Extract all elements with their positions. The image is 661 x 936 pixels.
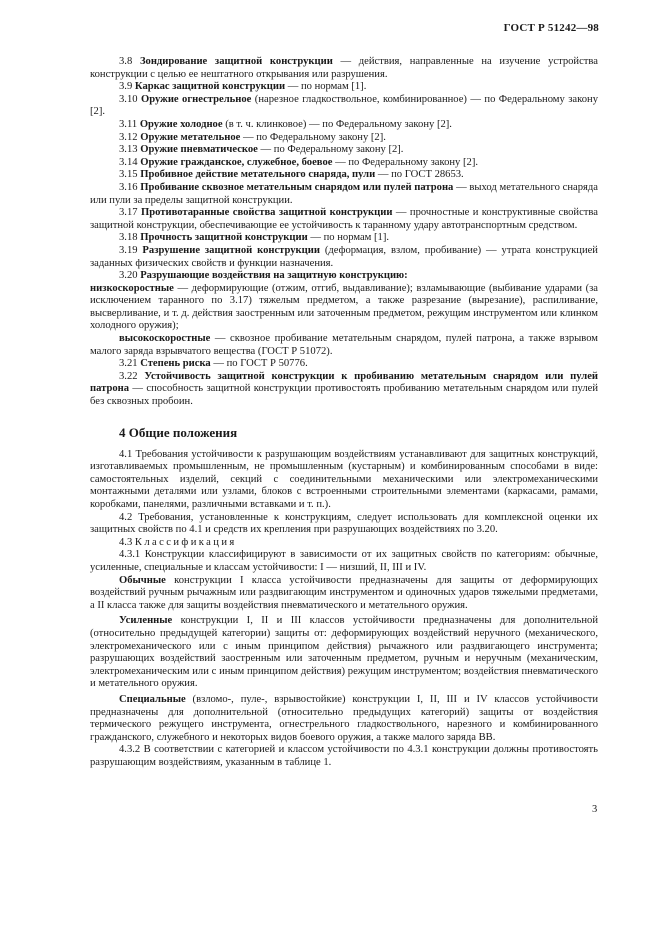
subsection-4-3-title: 4.3 Классификация (119, 536, 237, 548)
paragraph-4-3-1: 4.3.1 Конструкции классифицируют в зависимости от их защитных свойств по категориям: обычные, усиленные, специальные и классам устойчивости: I — низший, II, III и IV. (90, 549, 598, 573)
paragraph-4-2: 4.2 Требования, установленные к конструкциям, следует использовать для комплексной оценки их защитных свойств по 4.1 и средств их крепления при разрушающих воздействиях по 3.20. (90, 511, 598, 536)
definition-3-18: 3.18 Прочность защитной конструкции — по нормам [1]. (119, 232, 390, 244)
term: Оружие холодное (139, 118, 223, 130)
term: Оружие метательное (140, 131, 241, 143)
document-body (90, 56, 598, 769)
definition-3-20-high-speed: высокоскоростные — сквозное пробивание метательным снарядом, пулей патрона, а также взрывом малого заряда взрывчатого вещества (ГОСТ Р 51072). (90, 333, 598, 357)
definition-3-11: 3.11 Оружие холодное (в т. ч. клинковое) — по Федеральному закону [2]. (119, 118, 452, 130)
definition-3-14: 3.14 Оружие гражданское, служебное, боевое — по Федеральному закону [2]. (119, 156, 478, 168)
section-4-heading: 4 Общие положения (119, 424, 238, 440)
page-number: 3 (592, 804, 598, 815)
definition-3-17: 3.17 Противотаранные свойства защитной конструкции — прочностные и конструктивные свойства защитной конструкции, обеспечивающие ее устойчивость к таранному удару автотранспортным средством. (90, 207, 598, 231)
term: Оружие огнестрельное (140, 93, 252, 105)
term: Устойчивость защитной конструкции к пробиванию метательным снарядом или пулей патрона (90, 370, 598, 395)
definition-3-8: 3.8 Зондирование защитной конструкции — действия, направленные на изучение устройства конструкции с целью ее нештатного открывания или разрушения. (90, 56, 598, 80)
term: Зондирование защитной конструкции (139, 56, 333, 67)
definition-3-16: 3.16 Пробивание сквозное метательным снарядом или пулей патрона — выход метательного снаряда или пули за пределы защитной конструкции. (90, 181, 598, 206)
definition-3-20: 3.20 Разрушающие воздействия на защитную конструкцию: (119, 270, 408, 282)
term: Противотаранные свойства защитной конструкции (140, 207, 393, 219)
definition-3-21: 3.21 Степень риска — по ГОСТ Р 50776. (119, 358, 308, 370)
paragraph-4-3-2: 4.3.2 В соответствии с категорией и классом устойчивости по 4.3.1 конструкции должны противостоять разрушающим воздействиям, указанным в таблице 1. (90, 744, 598, 768)
definition-3-22: 3.22 Устойчивость защитной конструкции к пробиванию метательным снарядом или пулей патрона — способность защитной конструкции противостоять пробиванию метательным снарядом или пулей без сквозных пробоин. (90, 370, 598, 408)
term: Разрушающие воздействия на защитную конструкцию: (140, 270, 408, 282)
term: низкоскоростные (90, 282, 174, 294)
definition-3-19: 3.19 Разрушение защитной конструкции (деформация, взлом, пробивание) — утрата конструкцией заданных физических свойств и функции назначения. (90, 244, 598, 269)
term: Прочность защитной конструкции (140, 232, 308, 244)
term: Оружие пневматическое (140, 144, 258, 156)
term: Каркас защитной конструкции (134, 81, 286, 93)
term: Оружие гражданское, служебное, боевое (140, 156, 333, 168)
definition-3-9: 3.9 Каркас защитной конструкции — по нормам [1]. (119, 81, 367, 93)
term: Специальные (119, 693, 186, 705)
term: Пробивное действие метательного снаряда, пули (140, 169, 376, 181)
definition-3-12: 3.12 Оружие метательное — по Федеральному закону [2]. (119, 131, 386, 143)
paragraph-ordinary: Обычные конструкции I класса устойчивости предназначены для защиты от деформирующих воздействий ручным рычажным или раздвигающим инструментом и одиночных ударов тяжелыми предметами, а II класса также для защиты воздействия пневматического и метательного оружия. (90, 574, 598, 611)
paragraph-4-1: 4.1 Требования устойчивости к разрушающим воздействиям устанавливают для защитных конструкций, изготавливаемых промышленным, не промышленным (кустарным) и комбинированным способами в виде: самостоятельных изделий, секций с соединительными механическими или электромеханическими монтажными деталями или узлами, блоков с встроенными строительными элементами (каркасами, рамами, коробками, панелями, различными вставками и т. п.). (90, 448, 598, 510)
definition-3-15: 3.15 Пробивное действие метательного снаряда, пули — по ГОСТ 28653. (119, 169, 464, 181)
term: высокоскоростные (119, 333, 211, 345)
document-code-header: ГОСТ Р 51242—98 (503, 22, 599, 34)
definition-3-13: 3.13 Оружие пневматическое — по Федеральному закону [2]. (119, 144, 404, 156)
term: Усиленные (119, 615, 173, 627)
definition-3-10: 3.10 Оружие огнестрельное (нарезное гладкоствольное, комбинированное) — по Федеральному закону [2]. (90, 93, 598, 118)
term: Разрушение защитной конструкции (142, 244, 320, 256)
paragraph-reinforced: Усиленные конструкции I, II и III классов устойчивости предназначены для дополнительной (относительно предыдущей категории) защиты от: деформирующих воздействий неручного (механического, электромеханического или с иным принципом действия) рычажного или раздвигающего инструмента; разрушающих воздействий заостренным или заточенным предметом, ручным и неручным (механическим, электромеханическим или с иным принципом действия) режущим инструментом; воздействия пневматического и метательного оружия. (90, 615, 598, 690)
term: Обычные (119, 574, 166, 586)
paragraph-special: Специальные (взломо-, пуле-, взрывостойкие) конструкции I, II, III и IV классов устойчивости предназначены для дополнительной (относительно предыдущих категорий) защиты от воздействия термического режущего инструмента, огнестрельного гладкоствольного, нарезного и комбинированного гражданского, служебного и некоторых видов боевого оружия, а также малого заряда ВВ. (90, 693, 598, 743)
term: Степень риска (140, 358, 211, 370)
definition-3-20-low-speed: низкоскоростные — деформирующие (отжим, отгиб, выдавливание); взламывающие (выбивание ударами (за исключением таранного по 3.17) тяжелым предметом, а также разрезание (вырезание), распиливание, высверливание, и т. д. действия заостренным или заточенным предметом, режущим инструментом или клинком холодного оружия); (90, 282, 598, 332)
term: Пробивание сквозное метательным снарядом или пулей патрона (140, 181, 454, 193)
